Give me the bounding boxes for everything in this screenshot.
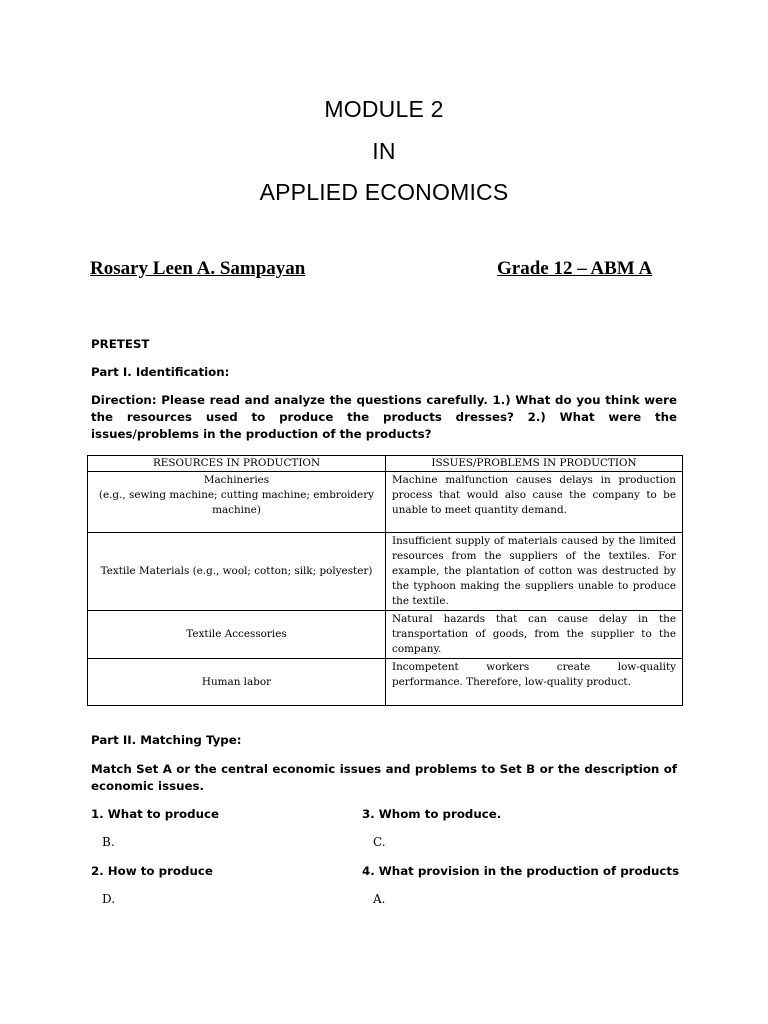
- issue-cell: Natural hazards that can cause delay in the transportation of goods, from the supplier to the company.: [386, 611, 683, 659]
- resources-issues-table: [87, 455, 683, 706]
- issue-cell: Insufficient supply of materials caused by the limited resources from the suppliers of the textiles. For example, the plantation of cotton was destructed by the typhoon making the suppliers unable to produce the textile.: [386, 533, 683, 611]
- matching-instruction: Match Set A or the central economic issues and problems to Set B or the description of economic issues.: [91, 762, 677, 793]
- resource-examples: (e.g., sewing machine; cutting machine; embroidery machine): [98, 489, 375, 516]
- matching-answer: D.: [102, 892, 116, 906]
- column-header: RESOURCES IN PRODUCTION: [88, 456, 386, 472]
- part1-heading: Part I. Identification:: [91, 365, 230, 379]
- pretest-heading: PRETEST: [91, 337, 150, 351]
- subject-title: APPLIED ECONOMICS: [259, 179, 509, 205]
- grade-section: Grade 12 – ABM A: [497, 258, 653, 279]
- resource-cell: [88, 472, 386, 533]
- matching-question: 4. What provision in the production of products: [362, 864, 680, 878]
- table-row: [88, 533, 683, 611]
- direction-text: Direction: Please read and analyze the questions carefully. 1.) What do you think were the resources used to produce the products dresses? 2.) What were the issues/problems in the production of the products?: [91, 393, 677, 441]
- resource-name: Machineries: [203, 474, 270, 486]
- matching-answer: B.: [102, 835, 115, 849]
- matching-question: 3. Whom to produce.: [362, 807, 502, 821]
- resource-cell: Textile Materials (e.g., wool; cotton; silk; polyester): [88, 533, 386, 611]
- resource-cell: Textile Accessories: [88, 611, 386, 659]
- part2-heading: Part II. Matching Type:: [91, 733, 242, 747]
- table-row: [88, 611, 683, 659]
- matching-answer: A.: [373, 892, 386, 906]
- matching-answer: C.: [373, 835, 386, 849]
- column-header: ISSUES/PROBLEMS IN PRODUCTION: [386, 456, 683, 472]
- resource-cell: Human labor: [88, 659, 386, 706]
- issue-cell: Machine malfunction causes delays in production process that would also cause the company to be unable to meet quantity demand.: [386, 472, 683, 533]
- issue-cell: Incompetent workers create low-quality performance. Therefore, low-quality product.: [386, 659, 683, 706]
- matching-question: 1. What to produce: [91, 807, 219, 821]
- module-title: MODULE 2: [324, 96, 444, 122]
- table-row: [88, 472, 683, 533]
- matching-question: 2. How to produce: [91, 864, 213, 878]
- table-row: [88, 659, 683, 706]
- student-name: Rosary Leen A. Sampayan: [90, 258, 306, 279]
- module-title-in: IN: [372, 138, 396, 164]
- table-header-row: [88, 456, 683, 472]
